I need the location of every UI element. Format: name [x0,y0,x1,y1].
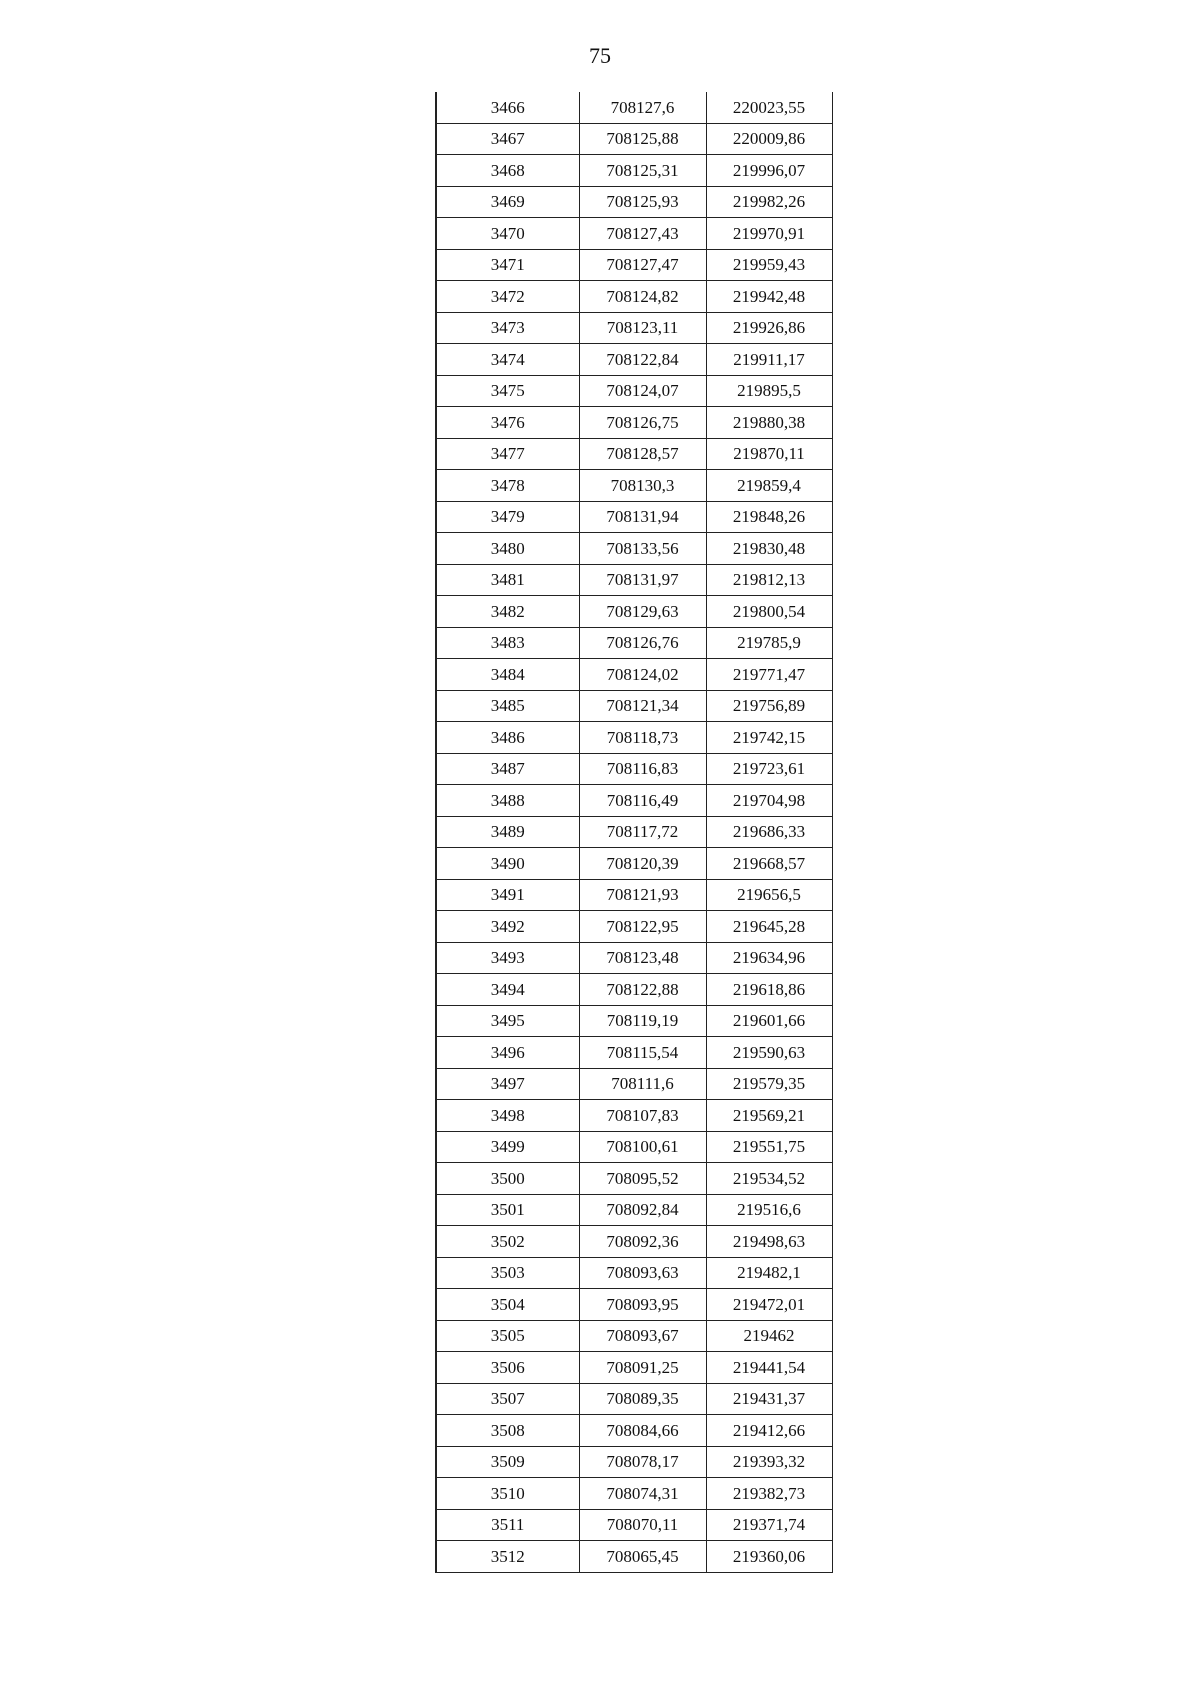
point-number-cell: 3474 [436,344,579,376]
point-number-cell: 3484 [436,659,579,691]
point-number-cell: 3492 [436,911,579,943]
point-number-cell: 3502 [436,1226,579,1258]
table-row [436,911,832,943]
table-row [436,1478,832,1510]
y-coordinate-cell: 219742,15 [706,722,832,754]
y-coordinate-cell: 219880,38 [706,407,832,439]
x-coordinate-cell: 708131,94 [579,501,706,533]
table-row [436,533,832,565]
x-coordinate-cell: 708093,63 [579,1257,706,1289]
page-number: 75 [589,43,611,68]
y-coordinate-cell: 219645,28 [706,911,832,943]
table-row [436,1257,832,1289]
y-coordinate-cell: 219441,54 [706,1352,832,1384]
table-row [436,785,832,817]
point-number-cell: 3478 [436,470,579,502]
point-number-cell: 3504 [436,1289,579,1321]
y-coordinate-cell: 219360,06 [706,1541,832,1573]
y-coordinate-cell: 219942,48 [706,281,832,313]
point-number-cell: 3469 [436,186,579,218]
point-number-cell: 3500 [436,1163,579,1195]
x-coordinate-cell: 708116,83 [579,753,706,785]
table-row [436,564,832,596]
x-coordinate-cell: 708125,93 [579,186,706,218]
y-coordinate-cell: 219859,4 [706,470,832,502]
coordinates-table [435,92,833,1573]
x-coordinate-cell: 708121,34 [579,690,706,722]
y-coordinate-cell: 219926,86 [706,312,832,344]
y-coordinate-cell: 219982,26 [706,186,832,218]
point-number-cell: 3486 [436,722,579,754]
y-coordinate-cell: 219601,66 [706,1005,832,1037]
point-number-cell: 3472 [436,281,579,313]
x-coordinate-cell: 708127,6 [579,92,706,123]
y-coordinate-cell: 219800,54 [706,596,832,628]
y-coordinate-cell: 219656,5 [706,879,832,911]
point-number-cell: 3509 [436,1446,579,1478]
table-row [436,1005,832,1037]
table-row [436,942,832,974]
table-row [436,1320,832,1352]
point-number-cell: 3480 [436,533,579,565]
point-number-cell: 3475 [436,375,579,407]
point-number-cell: 3512 [436,1541,579,1573]
y-coordinate-cell: 219668,57 [706,848,832,880]
y-coordinate-cell: 219618,86 [706,974,832,1006]
point-number-cell: 3470 [436,218,579,250]
point-number-cell: 3510 [436,1478,579,1510]
y-coordinate-cell: 219551,75 [706,1131,832,1163]
point-number-cell: 3489 [436,816,579,848]
table-row [436,690,832,722]
table-row [436,312,832,344]
x-coordinate-cell: 708117,72 [579,816,706,848]
x-coordinate-cell: 708115,54 [579,1037,706,1069]
table-row [436,186,832,218]
x-coordinate-cell: 708124,82 [579,281,706,313]
point-number-cell: 3508 [436,1415,579,1447]
x-coordinate-cell: 708100,61 [579,1131,706,1163]
x-coordinate-cell: 708124,02 [579,659,706,691]
y-coordinate-cell: 219830,48 [706,533,832,565]
table-row [436,375,832,407]
y-coordinate-cell: 219534,52 [706,1163,832,1195]
table-row [436,470,832,502]
point-number-cell: 3506 [436,1352,579,1384]
point-number-cell: 3505 [436,1320,579,1352]
x-coordinate-cell: 708092,36 [579,1226,706,1258]
table-row [436,879,832,911]
table-row [436,1068,832,1100]
y-coordinate-cell: 219462 [706,1320,832,1352]
y-coordinate-cell: 219382,73 [706,1478,832,1510]
y-coordinate-cell: 220009,86 [706,123,832,155]
table-row [436,438,832,470]
point-number-cell: 3493 [436,942,579,974]
point-number-cell: 3471 [436,249,579,281]
point-number-cell: 3511 [436,1509,579,1541]
y-coordinate-cell: 219472,01 [706,1289,832,1321]
point-number-cell: 3495 [436,1005,579,1037]
x-coordinate-cell: 708111,6 [579,1068,706,1100]
point-number-cell: 3479 [436,501,579,533]
x-coordinate-cell: 708070,11 [579,1509,706,1541]
table-row [436,249,832,281]
table-row [436,816,832,848]
point-number-cell: 3507 [436,1383,579,1415]
point-number-cell: 3496 [436,1037,579,1069]
x-coordinate-cell: 708093,67 [579,1320,706,1352]
y-coordinate-cell: 220023,55 [706,92,832,123]
table-row [436,155,832,187]
table-row [436,1037,832,1069]
y-coordinate-cell: 219498,63 [706,1226,832,1258]
x-coordinate-cell: 708126,75 [579,407,706,439]
table-row [436,1100,832,1132]
point-number-cell: 3501 [436,1194,579,1226]
table-row [436,501,832,533]
x-coordinate-cell: 708123,48 [579,942,706,974]
point-number-cell: 3485 [436,690,579,722]
y-coordinate-cell: 219959,43 [706,249,832,281]
table-row [436,1446,832,1478]
table-row [436,281,832,313]
point-number-cell: 3473 [436,312,579,344]
y-coordinate-cell: 219870,11 [706,438,832,470]
table-row [436,1541,832,1573]
y-coordinate-cell: 219756,89 [706,690,832,722]
point-number-cell: 3483 [436,627,579,659]
table-row [436,407,832,439]
table-row [436,974,832,1006]
x-coordinate-cell: 708122,95 [579,911,706,943]
x-coordinate-cell: 708130,3 [579,470,706,502]
y-coordinate-cell: 219812,13 [706,564,832,596]
point-number-cell: 3467 [436,123,579,155]
point-number-cell: 3499 [436,1131,579,1163]
table-row [436,92,832,123]
point-number-cell: 3488 [436,785,579,817]
point-number-cell: 3494 [436,974,579,1006]
x-coordinate-cell: 708125,88 [579,123,706,155]
table-row [436,1194,832,1226]
table-row [436,1383,832,1415]
table-row [436,627,832,659]
x-coordinate-cell: 708126,76 [579,627,706,659]
x-coordinate-cell: 708131,97 [579,564,706,596]
y-coordinate-cell: 219704,98 [706,785,832,817]
y-coordinate-cell: 219590,63 [706,1037,832,1069]
table-row [436,596,832,628]
point-number-cell: 3503 [436,1257,579,1289]
point-number-cell: 3481 [436,564,579,596]
x-coordinate-cell: 708078,17 [579,1446,706,1478]
x-coordinate-cell: 708091,25 [579,1352,706,1384]
x-coordinate-cell: 708095,52 [579,1163,706,1195]
x-coordinate-cell: 708129,63 [579,596,706,628]
x-coordinate-cell: 708133,56 [579,533,706,565]
point-number-cell: 3477 [436,438,579,470]
y-coordinate-cell: 219970,91 [706,218,832,250]
point-number-cell: 3487 [436,753,579,785]
table-row [436,1509,832,1541]
y-coordinate-cell: 219579,35 [706,1068,832,1100]
x-coordinate-cell: 708118,73 [579,722,706,754]
y-coordinate-cell: 219371,74 [706,1509,832,1541]
y-coordinate-cell: 219723,61 [706,753,832,785]
x-coordinate-cell: 708123,11 [579,312,706,344]
x-coordinate-cell: 708065,45 [579,1541,706,1573]
x-coordinate-cell: 708122,88 [579,974,706,1006]
table-row [436,1131,832,1163]
table-row [436,1352,832,1384]
table-row [436,123,832,155]
y-coordinate-cell: 219412,66 [706,1415,832,1447]
x-coordinate-cell: 708119,19 [579,1005,706,1037]
coordinates-table-body [436,92,832,1572]
x-coordinate-cell: 708089,35 [579,1383,706,1415]
table-row [436,848,832,880]
y-coordinate-cell: 219431,37 [706,1383,832,1415]
y-coordinate-cell: 219785,9 [706,627,832,659]
x-coordinate-cell: 708116,49 [579,785,706,817]
table-row [436,1289,832,1321]
y-coordinate-cell: 219393,32 [706,1446,832,1478]
y-coordinate-cell: 219848,26 [706,501,832,533]
y-coordinate-cell: 219634,96 [706,942,832,974]
point-number-cell: 3466 [436,92,579,123]
point-number-cell: 3476 [436,407,579,439]
y-coordinate-cell: 219771,47 [706,659,832,691]
point-number-cell: 3491 [436,879,579,911]
table-row [436,722,832,754]
y-coordinate-cell: 219686,33 [706,816,832,848]
y-coordinate-cell: 219482,1 [706,1257,832,1289]
y-coordinate-cell: 219569,21 [706,1100,832,1132]
point-number-cell: 3482 [436,596,579,628]
x-coordinate-cell: 708128,57 [579,438,706,470]
x-coordinate-cell: 708127,43 [579,218,706,250]
point-number-cell: 3490 [436,848,579,880]
x-coordinate-cell: 708093,95 [579,1289,706,1321]
table-row [436,1415,832,1447]
x-coordinate-cell: 708084,66 [579,1415,706,1447]
table-row [436,218,832,250]
x-coordinate-cell: 708092,84 [579,1194,706,1226]
y-coordinate-cell: 219911,17 [706,344,832,376]
x-coordinate-cell: 708120,39 [579,848,706,880]
y-coordinate-cell: 219895,5 [706,375,832,407]
y-coordinate-cell: 219996,07 [706,155,832,187]
x-coordinate-cell: 708107,83 [579,1100,706,1132]
table-row [436,659,832,691]
x-coordinate-cell: 708122,84 [579,344,706,376]
table-row [436,753,832,785]
x-coordinate-cell: 708121,93 [579,879,706,911]
table-row [436,1226,832,1258]
point-number-cell: 3498 [436,1100,579,1132]
y-coordinate-cell: 219516,6 [706,1194,832,1226]
x-coordinate-cell: 708127,47 [579,249,706,281]
x-coordinate-cell: 708125,31 [579,155,706,187]
point-number-cell: 3497 [436,1068,579,1100]
point-number-cell: 3468 [436,155,579,187]
table-row [436,344,832,376]
x-coordinate-cell: 708124,07 [579,375,706,407]
x-coordinate-cell: 708074,31 [579,1478,706,1510]
table-row [436,1163,832,1195]
